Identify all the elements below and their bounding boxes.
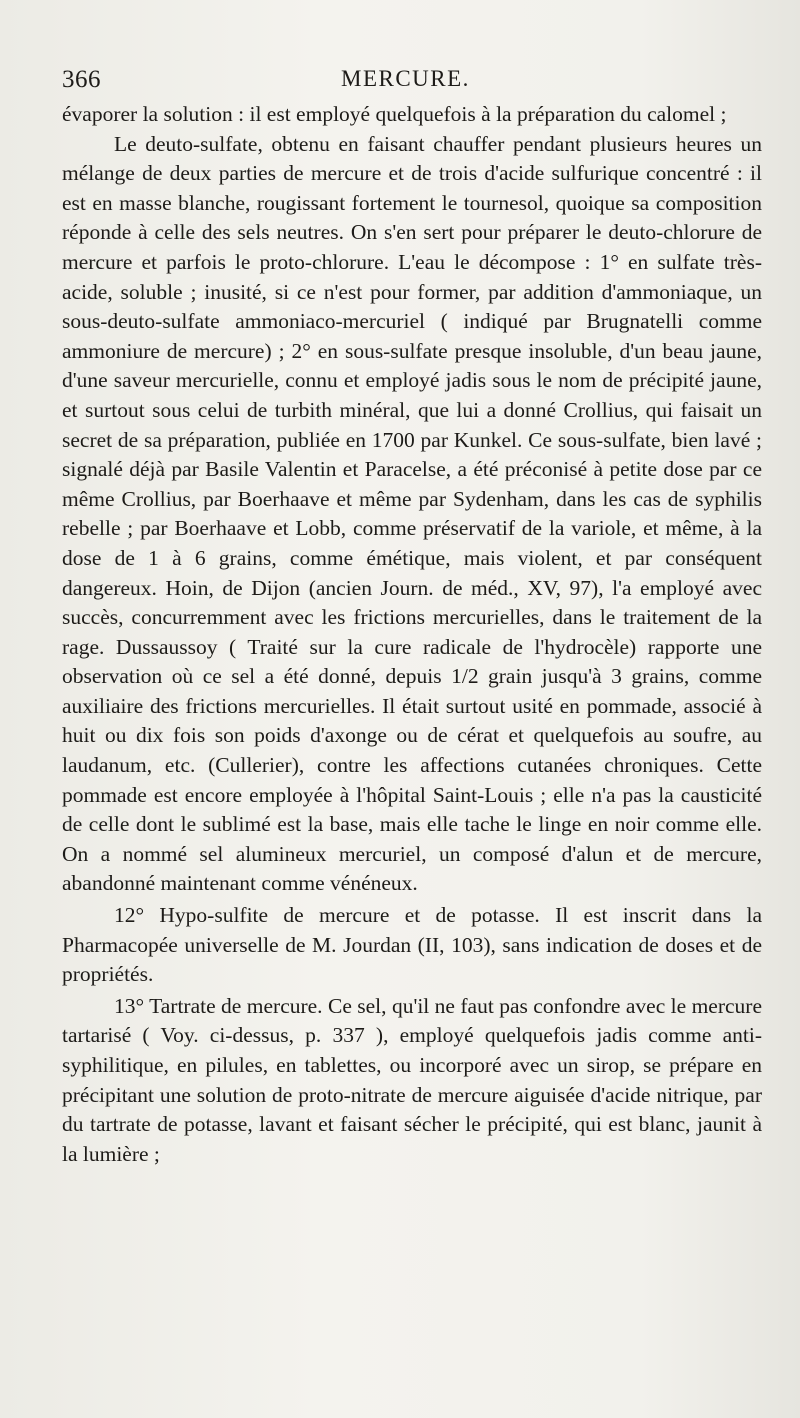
running-title: MERCURE. — [341, 66, 470, 91]
paragraph-hypo-sulfite: 12° Hypo-sulfite de mercure et de potasse. Il est inscrit dans la Pharmacopée universelle de M. Jourdan (II, 103), sans indication de doses et de propriétés. — [62, 903, 762, 987]
paragraph-deuto-sulfate: Le deuto-sulfate, obtenu en faisant chauffer pendant plusieurs heures un mélange de deux parties de mercure et de trois d'acide sulfurique concentré : il est en masse blanche, rougissant fortement le tournesol, quoique sa composition réponde à celle des sels neutres. On s'en sert pour préparer le deuto-chlorure de mercure et parfois le proto-chlorure. L'eau le décompose : 1° en sulfate très-acide, soluble ; inusité, si ce n'est pour former, par addition d'ammoniaque, un sous-deuto-sulfate ammoniaco-mercuriel ( indiqué par Brugnatelli comme ammoniure de mercure) ; 2° en sous-sulfate presque insoluble, d'un beau jaune, d'une saveur mercurielle, connu et employé jadis sous le nom de précipité jaune, et surtout sous celui de turbith minéral, que lui a donné Crollius, qui faisait un secret de sa préparation, publiée en 1700 par Kunkel. Ce sous-sulfate, bien lavé ; signalé déjà par Basile Valentin et Paracelse, a été préconisé à petite dose par ce même Crollius, par Boerhaave et même par Sydenham, dans les cas de syphilis rebelle ; par Boerhaave et Lobb, comme préservatif de la variole, et même, à la dose de 1 à 6 grains, comme émétique, mais violent, et par conséquent dangereux. Hoin, de Dijon (ancien Journ. de méd., XV, 97), l'a employé avec succès, concurremment avec les frictions mercurielles, dans le traitement de la rage. Dussaussoy ( Traité sur la cure radicale de l'hydrocèle) rapporte une observation où ce sel a été donné, depuis 1/2 grain jusqu'à 3 grains, comme auxiliaire des frictions mercurielles. Il était surtout usité en pommade, associé à huit ou dix fois son poids d'axonge ou de cérat et quelquefois au soufre, au laudanum, etc. (Cullerier), contre les affections cutanées chroniques. Cette pommade est encore employée à l'hôpital Saint-Louis ; elle n'a pas la causticité de celle dont le sublimé est la base, mais elle tache le linge en noir comme elle. On a nommé sel alumineux mercuriel, un composé d'alun et de mercure, abandonné maintenant comme vénéneux. — [62, 131, 762, 896]
body-text — [62, 100, 762, 1169]
page-number: 366 — [62, 66, 101, 93]
paragraph-tartrate: 13° Tartrate de mercure. Ce sel, qu'il ne faut pas confondre avec le mercure tartarisé ( Voy. ci-dessus, p. 337 ), employé quelquefois jadis comme anti-syphilitique, en pilules, en tablettes, ou incorporé avec un sirop, se prépare en précipitant une solution de proto-nitrate de mercure aiguisée d'acide nitrique, par du tartrate de potasse, lavant et faisant sécher le précipité, qui est blanc, jaunit à la lumière ; — [62, 993, 762, 1166]
paragraph-calomel-end: évaporer la solution : il est employé quelquefois à la préparation du calomel ; — [62, 102, 727, 126]
page-header — [62, 66, 760, 102]
